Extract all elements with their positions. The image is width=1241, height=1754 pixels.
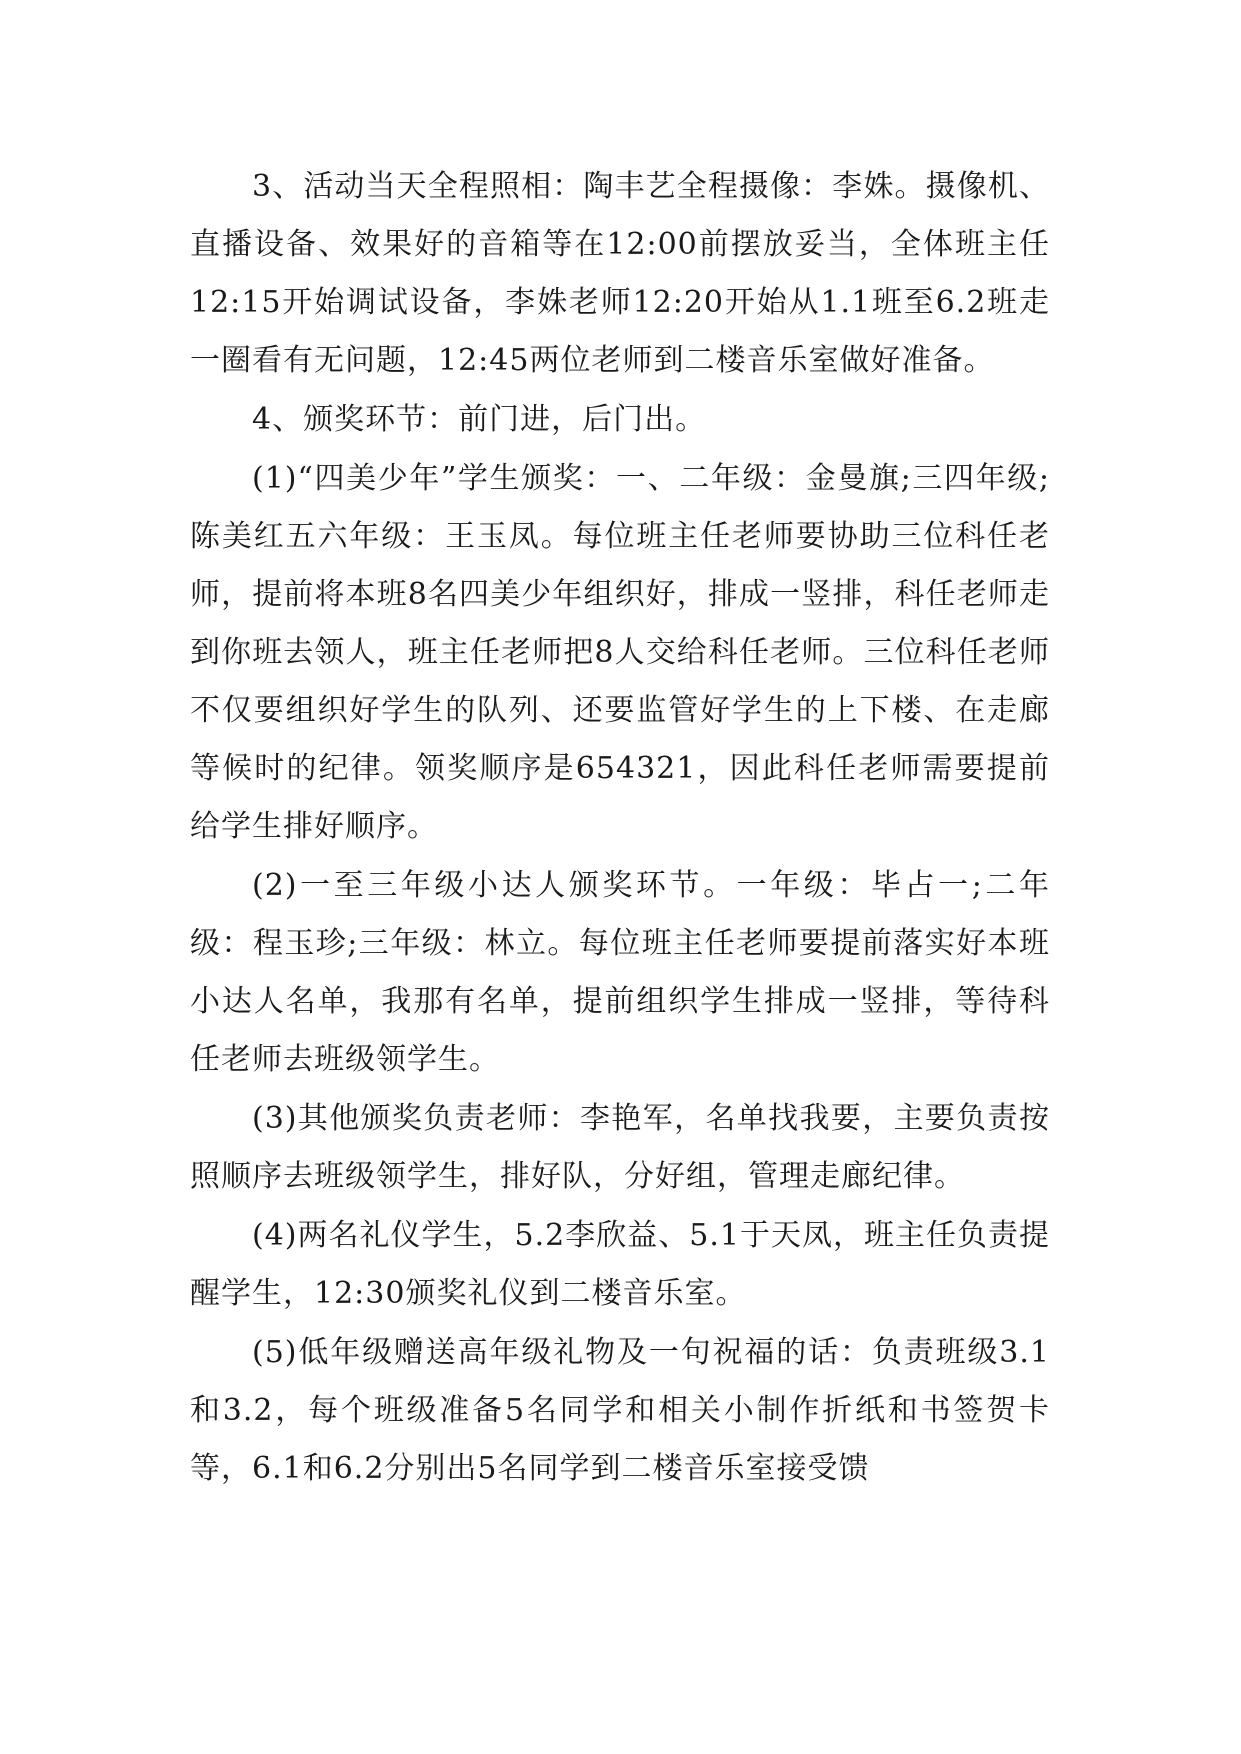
paragraph-gifts: (5)低年级赠送高年级礼物及一句祝福的话：负责班级3.1和3.2，每个班级准备5名同学和相关小制作折纸和书签贺卡等，6.1和6.2分别出5名同学到二楼音乐室接受馈 <box>190 1335 1050 1486</box>
paragraph-talent-award: (2)一至三年级小达人颁奖环节。一年级：毕占一;二年级：程玉珍;三年级：林立。每位班主任老师要提前落实好本班小达人名单，我那有名单，提前组织学生排成一竖排，等待科任老师去班级领学生。 <box>190 868 1050 1077</box>
paragraph-other-award-teachers: (3)其他颁奖负责老师：李艳军，名单找我要，主要负责按照顺序去班级领学生，排好队，分好组，管理走廊纪律。 <box>190 1101 1050 1194</box>
paragraph-photography: 3、活动当天全程照相：陶丰艺全程摄像：李姝。摄像机、直播设备、效果好的音箱等在12:00前摆放妥当，全体班主任12:15开始调试设备，李姝老师12:20开始从1.1班至6.2班走一圈看有无问题，12:45两位老师到二楼音乐室做好准备。 <box>190 169 1050 378</box>
document-body <box>190 158 1050 1498</box>
paragraph-award-section: 4、颁奖环节：前门进，后门出。 <box>252 402 707 437</box>
paragraph-etiquette-students: (4)两名礼仪学生，5.2李欣益、5.1于天凤，班主任负责提醒学生，12:30颁奖礼仪到二楼音乐室。 <box>190 1218 1050 1311</box>
paragraph-four-beauty-award: (1)“四美少年”学生颁奖：一、二年级：金曼旗;三四年级;陈美红五六年级：王玉凤。每位班主任老师要协助三位科任老师，提前将本班8名四美少年组织好，排成一竖排，科任老师走到你班去领人，班主任老师把8人交给科任老师。三位科任老师不仅要组织好学生的队列、还要监管好学生的上下楼、在走廊等候时的纪律。领奖顺序是654321，因此科任老师需要提前给学生排好顺序。 <box>190 461 1050 844</box>
